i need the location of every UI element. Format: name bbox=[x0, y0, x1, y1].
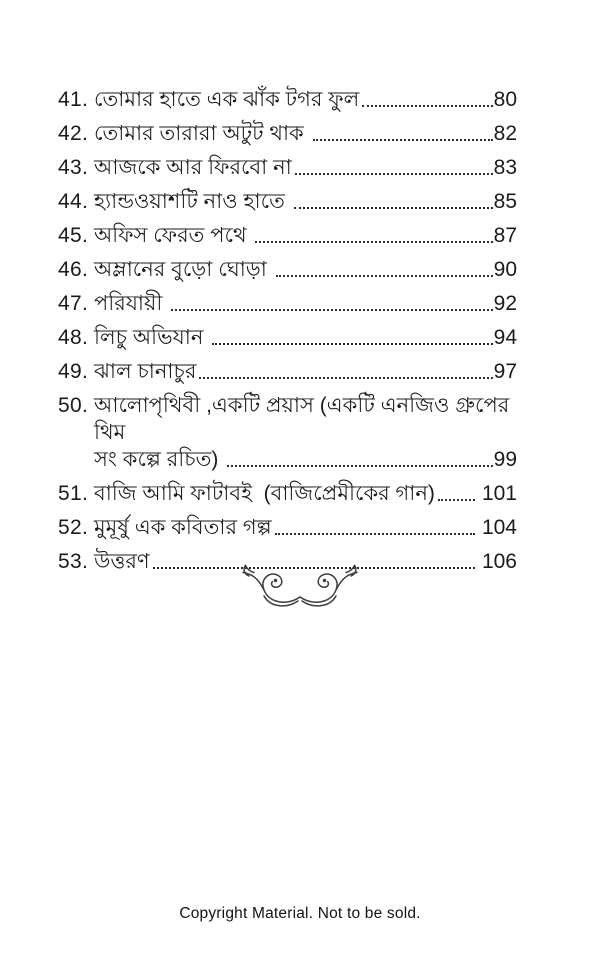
entry-title: উত্তরণ bbox=[94, 550, 150, 573]
dot-leader bbox=[227, 465, 492, 467]
entry-number: 45. bbox=[58, 224, 89, 247]
toc-entry bbox=[58, 154, 517, 181]
entry-number: 42. bbox=[58, 122, 89, 145]
entry-line-2 bbox=[94, 446, 517, 473]
entry-number: 51. bbox=[58, 482, 89, 505]
entry-number: 52. bbox=[58, 516, 89, 539]
toc-entry bbox=[58, 256, 517, 283]
toc-entry bbox=[58, 290, 517, 317]
entry-title-continued: সং কল্পে রচিত) bbox=[94, 448, 225, 471]
entry-title: অফিস ফেরত পথে bbox=[94, 224, 253, 247]
dot-leader bbox=[313, 139, 493, 141]
entry-body bbox=[94, 290, 517, 317]
dot-leader bbox=[295, 173, 493, 175]
entry-title: আজকে আর ফিরবো না bbox=[94, 156, 292, 179]
toc-entry bbox=[58, 324, 517, 351]
entry-body bbox=[94, 514, 517, 541]
entry-title: লিচু অভিযান bbox=[94, 326, 210, 349]
entry-body bbox=[94, 480, 517, 507]
entry-page-number: 80 bbox=[493, 88, 517, 111]
entry-number: 43. bbox=[58, 156, 89, 179]
entry-body bbox=[94, 324, 517, 351]
entry-page-number: 92 bbox=[493, 292, 517, 315]
entry-number: 53. bbox=[58, 550, 89, 573]
entry-title: তোমার হাতে এক ঝাঁক টগর ফুল bbox=[94, 88, 360, 111]
toc-entry bbox=[58, 514, 517, 541]
dot-leader bbox=[212, 343, 492, 345]
entry-body bbox=[94, 120, 517, 147]
entry-number: 44. bbox=[58, 190, 89, 213]
entry-line-1 bbox=[94, 222, 517, 249]
dot-leader bbox=[438, 499, 475, 501]
toc-entry bbox=[58, 480, 517, 507]
entry-number: 41. bbox=[58, 88, 89, 111]
table-of-contents bbox=[58, 86, 517, 582]
entry-page-number: 104 bbox=[481, 516, 517, 539]
dot-leader bbox=[275, 533, 475, 535]
entry-page-number: 94 bbox=[493, 326, 517, 349]
entry-line-1 bbox=[94, 324, 517, 351]
entry-line-1 bbox=[94, 120, 517, 147]
entry-title: তোমার তারারা অটুট থাক bbox=[94, 122, 310, 145]
toc-entry bbox=[58, 222, 517, 249]
entry-body bbox=[94, 358, 517, 385]
entry-line-1 bbox=[94, 480, 517, 507]
entry-title: পরিযায়ী bbox=[94, 292, 169, 315]
entry-body bbox=[94, 222, 517, 249]
entry-number: 50. bbox=[58, 394, 89, 417]
scroll-flourish-icon bbox=[0, 563, 600, 614]
entry-page-number: 82 bbox=[493, 122, 517, 145]
entry-line-1 bbox=[94, 154, 517, 181]
entry-number: 46. bbox=[58, 258, 89, 281]
entry-page-number: 85 bbox=[493, 190, 517, 213]
entry-title: আলোপৃথিবী ,একটি প্রয়াস (একটি এনজিও গ্রুপের থিম bbox=[94, 394, 516, 444]
toc-entry bbox=[58, 120, 517, 147]
dot-leader bbox=[294, 207, 493, 209]
copyright-notice: Copyright Material. Not to be sold. bbox=[179, 905, 421, 922]
entry-page-number: 97 bbox=[493, 360, 517, 383]
entry-number: 49. bbox=[58, 360, 89, 383]
toc-entry bbox=[58, 188, 517, 215]
entry-body bbox=[94, 392, 517, 473]
dot-leader bbox=[199, 377, 492, 379]
dot-leader bbox=[171, 309, 492, 311]
entry-page-number: 90 bbox=[493, 258, 517, 281]
entry-title: ঝাল চানাচুর bbox=[94, 360, 197, 383]
entry-body bbox=[94, 154, 517, 181]
entry-page-number: 83 bbox=[493, 156, 517, 179]
entry-page-number: 99 bbox=[493, 448, 517, 471]
entry-line-1 bbox=[94, 392, 517, 446]
entry-page-number: 106 bbox=[481, 550, 517, 573]
dot-leader bbox=[362, 105, 492, 107]
entry-body bbox=[94, 86, 517, 113]
toc-entry bbox=[58, 358, 517, 385]
entry-line-1 bbox=[94, 290, 517, 317]
toc-entry bbox=[58, 86, 517, 113]
entry-line-1 bbox=[94, 86, 517, 113]
entry-title: হ্যান্ডওয়াশটি নাও হাতে bbox=[94, 190, 291, 213]
entry-line-1 bbox=[94, 256, 517, 283]
entry-number: 48. bbox=[58, 326, 89, 349]
entry-page-number: 87 bbox=[493, 224, 517, 247]
toc-entry bbox=[58, 392, 517, 473]
entry-title: বাজি আমি ফাটাবই (বাজিপ্রেমীকের গান) bbox=[94, 482, 435, 505]
entry-body bbox=[94, 188, 517, 215]
entry-line-1 bbox=[94, 188, 517, 215]
entry-line-1 bbox=[94, 358, 517, 385]
dot-leader bbox=[276, 275, 493, 277]
dot-leader bbox=[255, 241, 492, 243]
entry-title: মুমূর্ষু এক কবিতার গল্প bbox=[94, 516, 272, 539]
entry-title: অম্লানের বুড়ো ঘোড়া bbox=[94, 258, 273, 281]
entry-number: 47. bbox=[58, 292, 89, 315]
entry-page-number: 101 bbox=[481, 482, 517, 505]
entry-body bbox=[94, 256, 517, 283]
entry-line-1 bbox=[94, 514, 517, 541]
